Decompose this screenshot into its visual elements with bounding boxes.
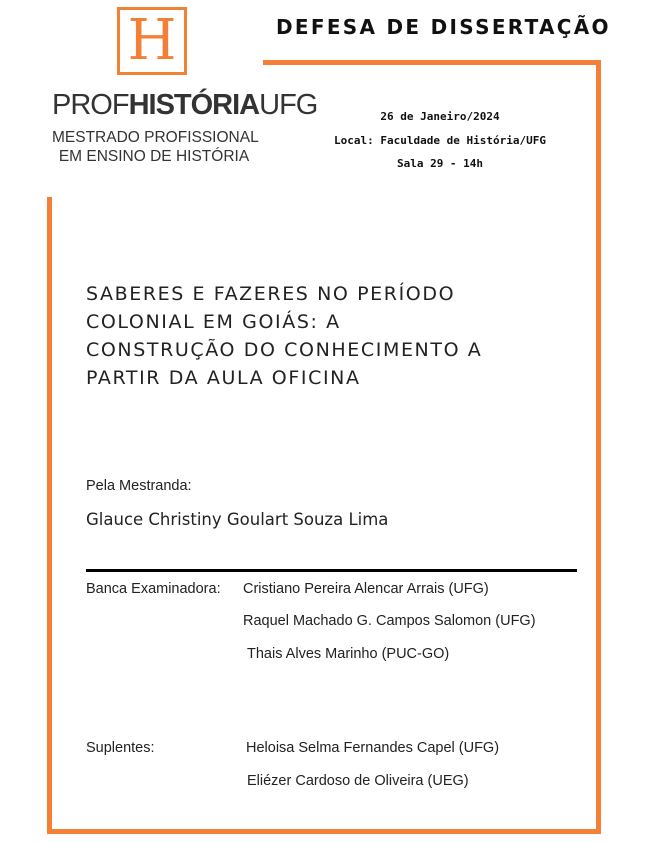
event-date: 26 de Janeiro/2024 — [380, 110, 500, 123]
frame-bottom-border — [47, 829, 601, 834]
alternate-member: Eliézer Cardoso de Oliveira (UEG) — [247, 773, 469, 789]
title-line: CONSTRUÇÃO DO CONHECIMENTO A — [86, 339, 483, 361]
student-name: Glauce Christiny Goulart Souza Lima — [86, 510, 389, 529]
brand-wordmark — [52, 90, 317, 120]
frame-right-border — [596, 60, 601, 834]
title-line: COLONIAL EM GOIÁS: A — [86, 311, 341, 333]
brand-historia: HISTÓRIA — [128, 89, 260, 121]
board-member: Cristiano Pereira Alencar Arrais (UFG) — [243, 581, 489, 597]
title-line: PARTIR DA AULA OFICINA — [86, 367, 361, 389]
brand-prof: PROF — [52, 89, 129, 121]
title-line: SABERES E FAZERES NO PERÍODO — [86, 283, 456, 305]
board-label: Banca Examinadora: — [86, 581, 221, 597]
alternates-label: Suplentes: — [86, 740, 155, 756]
dissertation-title — [86, 280, 586, 392]
board-member: Thais Alves Marinho (PUC-GO) — [247, 646, 450, 662]
frame-left-border — [47, 197, 52, 834]
event-room: Sala 29 - 14h — [396, 157, 484, 170]
logo-mark — [117, 7, 187, 75]
logo-h-letter: H — [127, 8, 177, 73]
event-location: Local: Faculdade de História/UFG — [334, 134, 546, 147]
brand-ufg: UFG — [259, 89, 318, 121]
student-label: Pela Mestranda: — [86, 478, 192, 494]
section-divider — [86, 569, 577, 572]
alternate-member: Heloisa Selma Fernandes Capel (UFG) — [246, 740, 500, 756]
header-title: DEFESA DE DISSERTAÇÃO — [276, 15, 611, 39]
frame-top-border — [263, 60, 601, 65]
logo-subtitle-line2: EM ENSINO DE HISTÓRIA — [58, 148, 250, 165]
logo-subtitle-line1: MESTRADO PROFISSIONAL — [52, 129, 259, 146]
board-member: Raquel Machado G. Campos Salomon (UFG) — [243, 613, 536, 629]
